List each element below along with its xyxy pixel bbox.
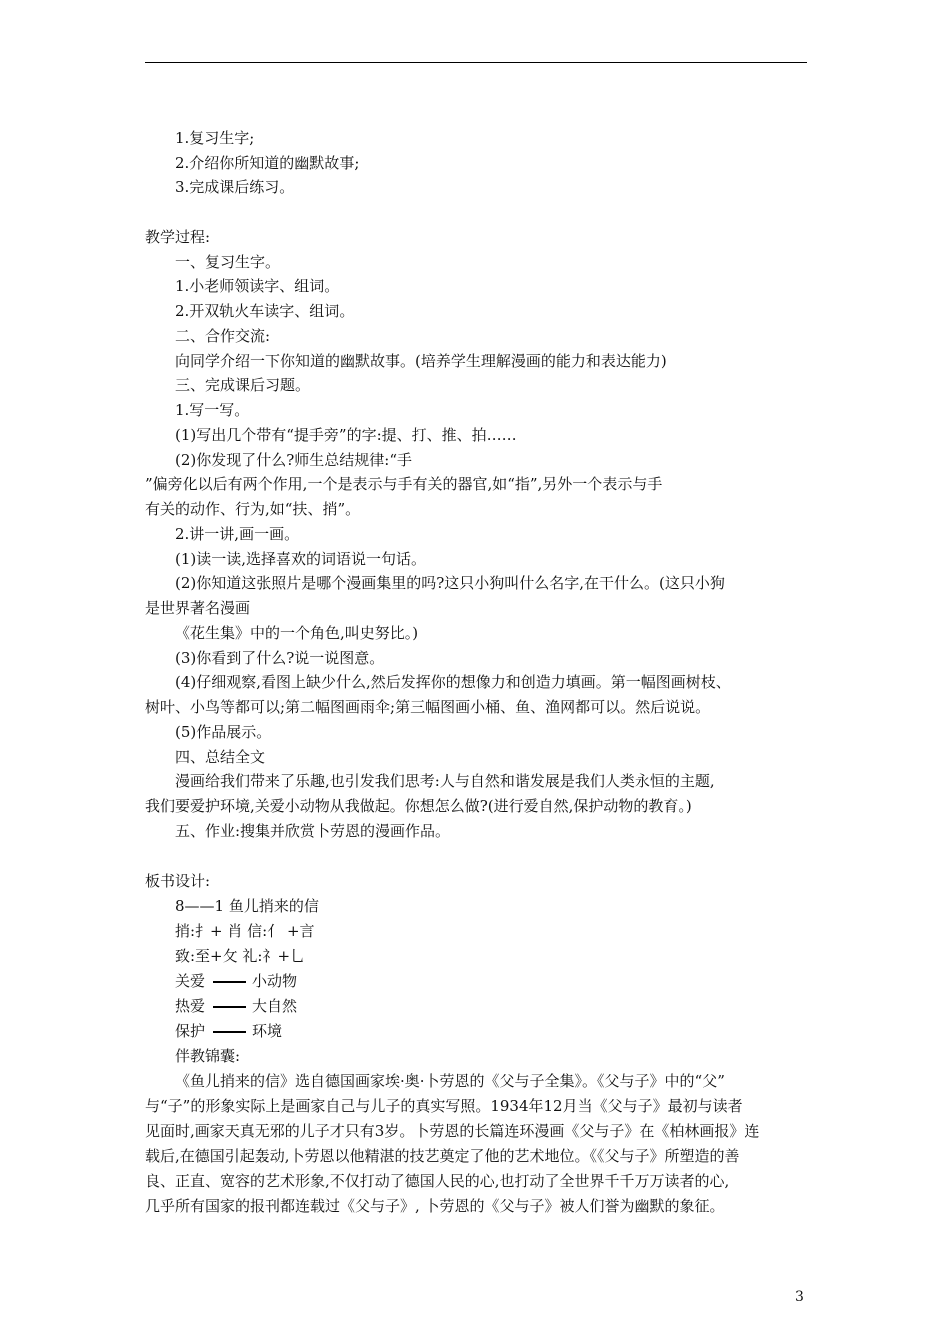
text-line: 五、作业:搜集并欣赏卜劳恩的漫画作品。: [175, 822, 451, 840]
text-line: 1.小老师领读字、组词。: [175, 277, 340, 295]
text-line: 二、合作交流:: [175, 327, 271, 345]
text-line: (2)你发现了什么?师生总结规律:“手: [175, 451, 413, 469]
section-heading: 伴教锦囊:: [175, 1047, 241, 1065]
text-line: (1)读一读,选择喜欢的词语说一句话。: [175, 550, 427, 568]
board-left: 关爱: [175, 972, 206, 990]
page-number: 3: [795, 1289, 804, 1305]
text-line: 3.完成课后练习。: [175, 178, 295, 196]
board-left: 保护: [175, 1022, 206, 1040]
text-line: (4)仔细观察,看图上缺少什么,然后发挥你的想像力和创造力填画。第一幅图画树枝、: [175, 673, 731, 691]
board-right: 小动物: [252, 972, 298, 990]
header-rule: [145, 62, 807, 63]
text-line: 有关的动作、行为,如“扶、捎”。: [145, 500, 361, 518]
text-line: 良、正直、宽容的艺术形象,不仅打动了德国人民的心,也打动了全世界千千万万读者的心,: [145, 1172, 730, 1190]
text-line: (3)你看到了什么?说一说图意。: [175, 649, 385, 667]
text-line: (2)你知道这张照片是哪个漫画集里的吗?这只小狗叫什么名字,在干什么。(这只小狗: [175, 574, 725, 592]
text-line: 2.介绍你所知道的幽默故事;: [175, 154, 360, 172]
text-line: 2.开双轨火车读字、组词。: [175, 302, 355, 320]
text-line: 是世界著名漫画: [145, 599, 251, 617]
connector-line: [213, 981, 246, 983]
board-title: 8——1 鱼儿捎来的信: [175, 897, 319, 915]
text-line: 1.写一写。: [175, 401, 250, 419]
text-line: 四、总结全文: [175, 748, 266, 766]
text-line: (5)作品展示。: [175, 723, 272, 741]
text-line: 几乎所有国家的报刊都连载过《父与子》, 卜劳恩的《父与子》被人们誉为幽默的象征。: [145, 1197, 725, 1215]
board-relation: [175, 994, 297, 1018]
text-line: 1.复习生字;: [175, 129, 255, 147]
text-line: 向同学介绍一下你知道的幽默故事。(培养学生理解漫画的能力和表达能力): [175, 352, 667, 370]
board-right: 环境: [252, 1022, 283, 1040]
section-heading: 教学过程:: [145, 228, 211, 246]
board-line: 致:至+攵 礼:礻+乚: [175, 947, 306, 965]
board-line: 捎:扌+ 肖 信:亻 +言: [175, 922, 315, 940]
text-line: 树叶、小鸟等都可以;第二幅图画雨伞;第三幅图画小桶、鱼、渔网都可以。然后说说。: [145, 698, 711, 716]
text-line: 见面时,画家天真无邪的儿子才只有3岁。卜劳恩的长篇连环漫画《父与子》在《柏林画报》连: [145, 1122, 760, 1140]
text-line: 与“子”的形象实际上是画家自己与儿子的真实写照。1934年12月当《父与子》最初与读者: [145, 1097, 743, 1115]
text-line: 一、复习生字。: [175, 253, 281, 271]
text-line: (1)写出几个带有“提手旁”的字:提、打、推、拍……: [175, 426, 517, 444]
board-relation: [175, 969, 297, 993]
section-heading: 板书设计:: [145, 872, 211, 890]
connector-line: [213, 1031, 246, 1033]
board-right: 大自然: [252, 997, 298, 1015]
text-line: ”偏旁化以后有两个作用,一个是表示与手有关的器官,如“指”,另外一个表示与手: [145, 475, 663, 493]
connector-line: [213, 1006, 246, 1008]
text-line: 漫画给我们带来了乐趣,也引发我们思考:人与自然和谐发展是我们人类永恒的主题,: [175, 772, 715, 790]
text-line: 《鱼儿捎来的信》选自德国画家埃·奥·卜劳恩的《父与子全集》。《父与子》中的“父”: [175, 1072, 725, 1090]
text-line: 2.讲一讲,画一画。: [175, 525, 300, 543]
board-left: 热爱: [175, 997, 206, 1015]
text-line: 载后,在德国引起轰动,卜劳恩以他精湛的技艺奠定了他的艺术地位。《《父与子》所塑造的善: [145, 1147, 740, 1165]
text-line: 《花生集》中的一个角色,叫史努比。): [175, 624, 419, 642]
text-line: 我们要爱护环境,关爱小动物从我做起。你想怎么做?(进行爱自然,保护动物的教育。): [145, 797, 692, 815]
board-relation: [175, 1019, 282, 1043]
text-line: 三、完成课后习题。: [175, 376, 311, 394]
